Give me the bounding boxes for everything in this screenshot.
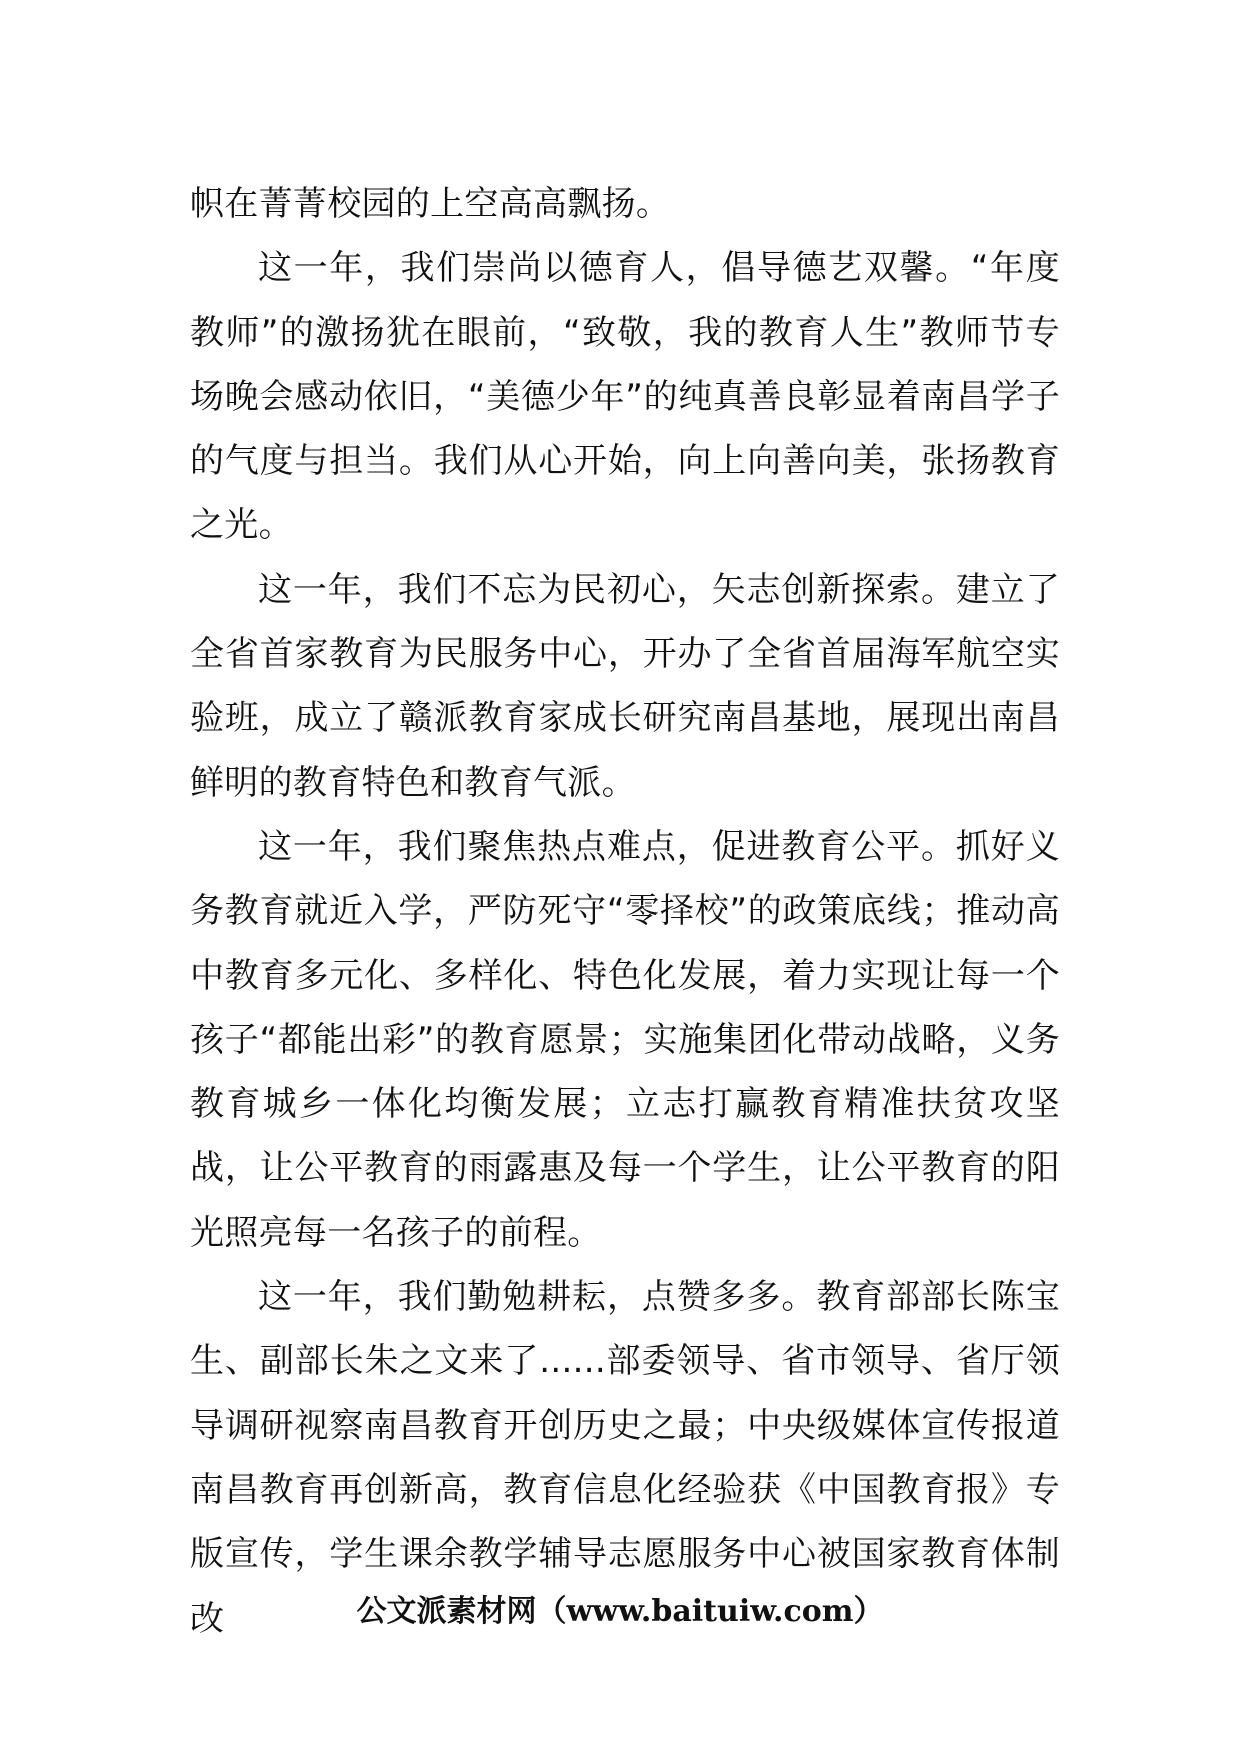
document-body (190, 172, 1060, 1651)
paragraph-education-equity: 这一年，我们聚焦热点难点，促进教育公平。抓好义务教育就近入学，严防死守“零择校”的政策底线；推动高中教育多元化、多样化、特色化发展，着力实现让每一个孩子“都能出彩”的教育愿景；实施集团化带动战略，义务教育城乡一体化均衡发展；立志打赢教育精准扶贫攻坚战，让公平教育的雨露惠及每一个学生，让公平教育的阳光照亮每一名孩子的前程。 (190, 826, 1060, 1253)
page-footer-watermark: 公文派素材网（www.baituiw.com） (356, 1594, 884, 1629)
paragraph-moral-education: 这一年，我们崇尚以德育人，倡导德艺双馨。“年度教师”的激扬犹在眼前，“致敬，我的教育人生”教师节专场晚会感动依旧，“美德少年”的纯真善良彰显着南昌学子的气度与担当。我们从心开始，向上向善向美，张扬教育之光。 (190, 248, 1060, 546)
paragraph-continuation: 帜在菁菁校园的上空高高飘扬。 (190, 184, 671, 224)
paragraph-achievements: 这一年，我们勤勉耕耘，点赞多多。教育部部长陈宝生、副部长朱之文来了......部委领导、省市领导、省厅领导调研视察南昌教育开创历史之最；中央级媒体宣传报道南昌教育再创新高，教育信息化经验获《中国教育报》专版宣传，学生课余教学辅导志愿服务中心被国家教育体制改 (190, 1277, 1060, 1639)
paragraph-innovation: 这一年，我们不忘为民初心，矢志创新探索。建立了全省首家教育为民服务中心，开办了全省首届海军航空实验班，成立了赣派教育家成长研究南昌基地，展现出南昌鲜明的教育特色和教育气派。 (190, 569, 1060, 803)
